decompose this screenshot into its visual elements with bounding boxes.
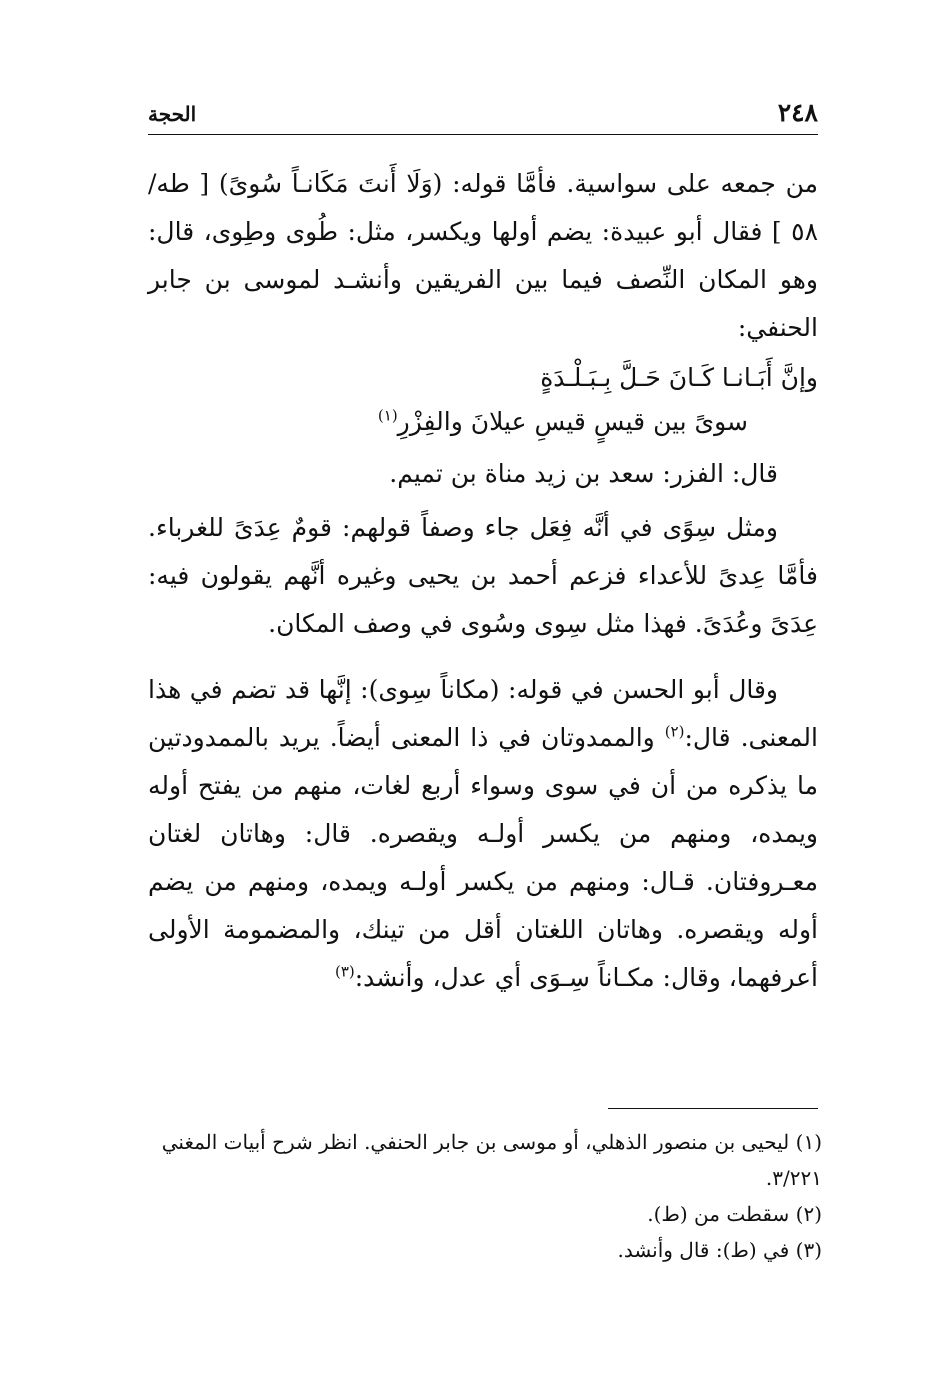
paragraph-4-part-b: والممدوتان في ذا المعنى أيضاً. يريد بالممدودتين ما يذكره من أن في سوى وسواء أربع لغات، منهم من يفتح أوله ويمده، ومنهم من يكسر أولـه ويقصره. قال: وهاتان لغتان معـروفتان. قـال: ومنهم من يكسر أولـه ويمده، ومنهم من يضم أوله ويقصره. وهاتان اللغتان أقل من تينك، والمضمومة الأولى أعرفهما، وقال: مكـاناً سِـوَى أي عدل، وأنشد: [148, 723, 818, 992]
footnote-divider [608, 1108, 818, 1109]
footnotes [148, 1124, 822, 1268]
paragraph-4 [148, 666, 818, 1002]
verse-line-1: وإنَّ أَبَـانـا كَـانَ حَـلَّ بِـبَـلْـدَةٍ [540, 363, 818, 392]
footnote-ref-3: (٣) [334, 962, 355, 981]
footnote-ref-1: (١) [377, 406, 398, 425]
paragraph-1: من جمعه على سواسية. فأمَّا قوله: (وَلَا أَنتَ مَكَانـاً سُوىً) [ طه/٥٨ ] فقال أبو عبيدة: يضم أولها ويكسر، مثل: طُوى وطِوى، قال: وهو المكان النِّصف فيما بين الفريقين وأنشـد لموسى بن جابر الحنفي: [148, 169, 818, 342]
footnote-2: (٢) سقطت من (ط). [647, 1202, 822, 1226]
page-header [148, 96, 818, 135]
main-text [148, 160, 818, 1002]
page-number: ٢٤٨ [777, 98, 818, 127]
running-title: الحجة [148, 102, 197, 126]
verse-line-2 [148, 400, 818, 444]
verse-line-2-text: سوىً بين قيسٍ قيسِ عيلانَ والفِزْرِ [397, 407, 748, 436]
footnote-ref-2: (٢) [664, 722, 685, 741]
paragraph-3: ومثل سِوًى في أنَّه فِعَل جاء وصفاً قولهم: قومٌ عِدَىً للغرباء. فأمَّا عِدىً للأعداء فزعم أحمد بن يحيى وغيره أنَّهم يقولون فيه: عِدَىً وعُدَىً. فهذا مثل سِوى وسُوى في وصف المكان. [148, 513, 818, 638]
paragraph-4-part-a: وقال أبو الحسن في قوله: (مكاناً سِوى): إنَّها قد تضم في هذا المعنى. قال: [148, 675, 818, 752]
footnote-1: (١) ليحيى بن منصور الذهلي، أو موسى بن جابر الحنفي. انظر شرح أبيات المغني ٣/٢٢١. [161, 1130, 822, 1190]
footnote-3: (٣) في (ط): قال وأنشد. [617, 1238, 822, 1262]
poem [148, 356, 818, 444]
paragraph-2: قال: الفزر: سعد بن زيد مناة بن تميم. [389, 459, 778, 488]
